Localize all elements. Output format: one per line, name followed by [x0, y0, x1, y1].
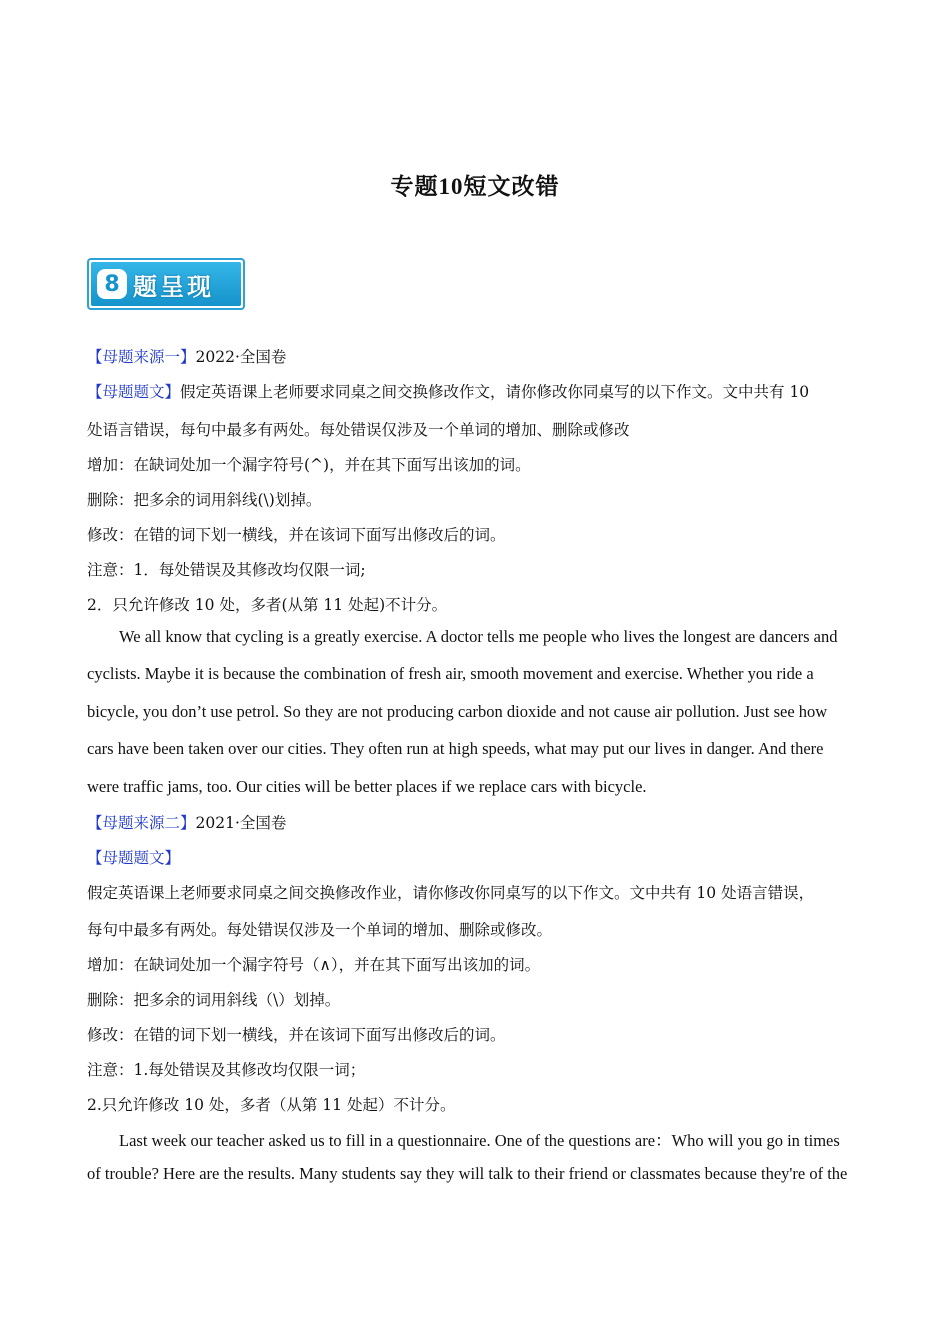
- instruction-line: 【母题题文】假定英语课上老师要求同桌之间交换修改作文，请你修改你同桌写的以下作文。文中共有 10: [87, 383, 810, 401]
- note-line: 2.只允许修改 10 处，多者（从第 11 处起）不计分。: [87, 1096, 456, 1114]
- passage-line: cyclists. Maybe it is because the combination of fresh air, smooth movement and exercise. Whether you ride a: [87, 664, 814, 683]
- note-line: 注意：1．每处错误及其修改均仅限一词;: [87, 561, 366, 579]
- source-line-1: [87, 345, 863, 367]
- instruction-line: 处语言错误，每句中最多有两处。每处错误仅涉及一个单词的增加、删除或修改: [87, 421, 630, 439]
- page-title: [0, 168, 950, 201]
- banner-label: 题呈现: [133, 272, 214, 301]
- rule-delete: 删除：把多余的词用斜线(\)划掉。: [87, 491, 322, 509]
- passage-line: cars have been taken over our cities. They often run at high speeds, what may put our lives in danger. And there: [87, 739, 824, 758]
- source-line-2: [87, 811, 863, 833]
- rule-add: 增加：在缺词处加一个漏字符号（∧），并在其下面写出该加的词。: [87, 956, 541, 974]
- title-prefix: 专题: [390, 174, 439, 200]
- passage-line: bicycle, you don’t use petrol. So they are not producing carbon dioxide and not cause air pollution. Just see how: [87, 702, 828, 721]
- title-number: 10: [438, 174, 464, 199]
- source-value: 2022·全国卷: [195, 348, 287, 366]
- mother-topic-icon: 8: [97, 269, 127, 299]
- rule-modify: 修改：在错的词下划一横线，并在该词下面写出修改后的词。: [87, 1026, 506, 1044]
- note-line: 2．只允许修改 10 处，多者(从第 11 处起)不计分。: [87, 596, 448, 614]
- source-value: 2021·全国卷: [195, 814, 287, 832]
- text-label: 【母题题文】: [87, 383, 181, 401]
- source-label: 【母题来源一】: [87, 348, 196, 366]
- text-label: 【母题题文】: [87, 849, 181, 867]
- instruction-line: 每句中最多有两处。每处错误仅涉及一个单词的增加、删除或修改。: [87, 921, 553, 939]
- title-suffix: 短文改错: [463, 174, 560, 200]
- note-line: 注意：1.每处错误及其修改均仅限一词；: [87, 1061, 366, 1079]
- instruction-line: 假定英语课上老师要求同桌之间交换修改作业，请你修改你同桌写的以下作文。文中共有 10 处语言错误，: [87, 884, 815, 902]
- passage-line: were traffic jams, too. Our cities will be better places if we replace cars with bicycle.: [87, 777, 647, 796]
- rule-add: 增加：在缺词处加一个漏字符号(^)，并在其下面写出该加的词。: [87, 456, 531, 474]
- passage-line: We all know that cycling is a greatly exercise. A doctor tells me people who lives the longest are dancers and: [119, 627, 838, 646]
- rule-modify: 修改：在错的词下划一横线，并在该词下面写出修改后的词。: [87, 526, 506, 544]
- passage-line: Last week our teacher asked us to fill in a questionnaire. One of the questions are：Who will you go in times: [119, 1131, 840, 1150]
- section-banner: [87, 258, 245, 310]
- passage-line: of trouble? Here are the results. Many students say they will talk to their friend or classmates because they're of the: [87, 1164, 848, 1183]
- source-label: 【母题来源二】: [87, 814, 196, 832]
- rule-delete: 删除：把多余的词用斜线（\）划掉。: [87, 991, 341, 1009]
